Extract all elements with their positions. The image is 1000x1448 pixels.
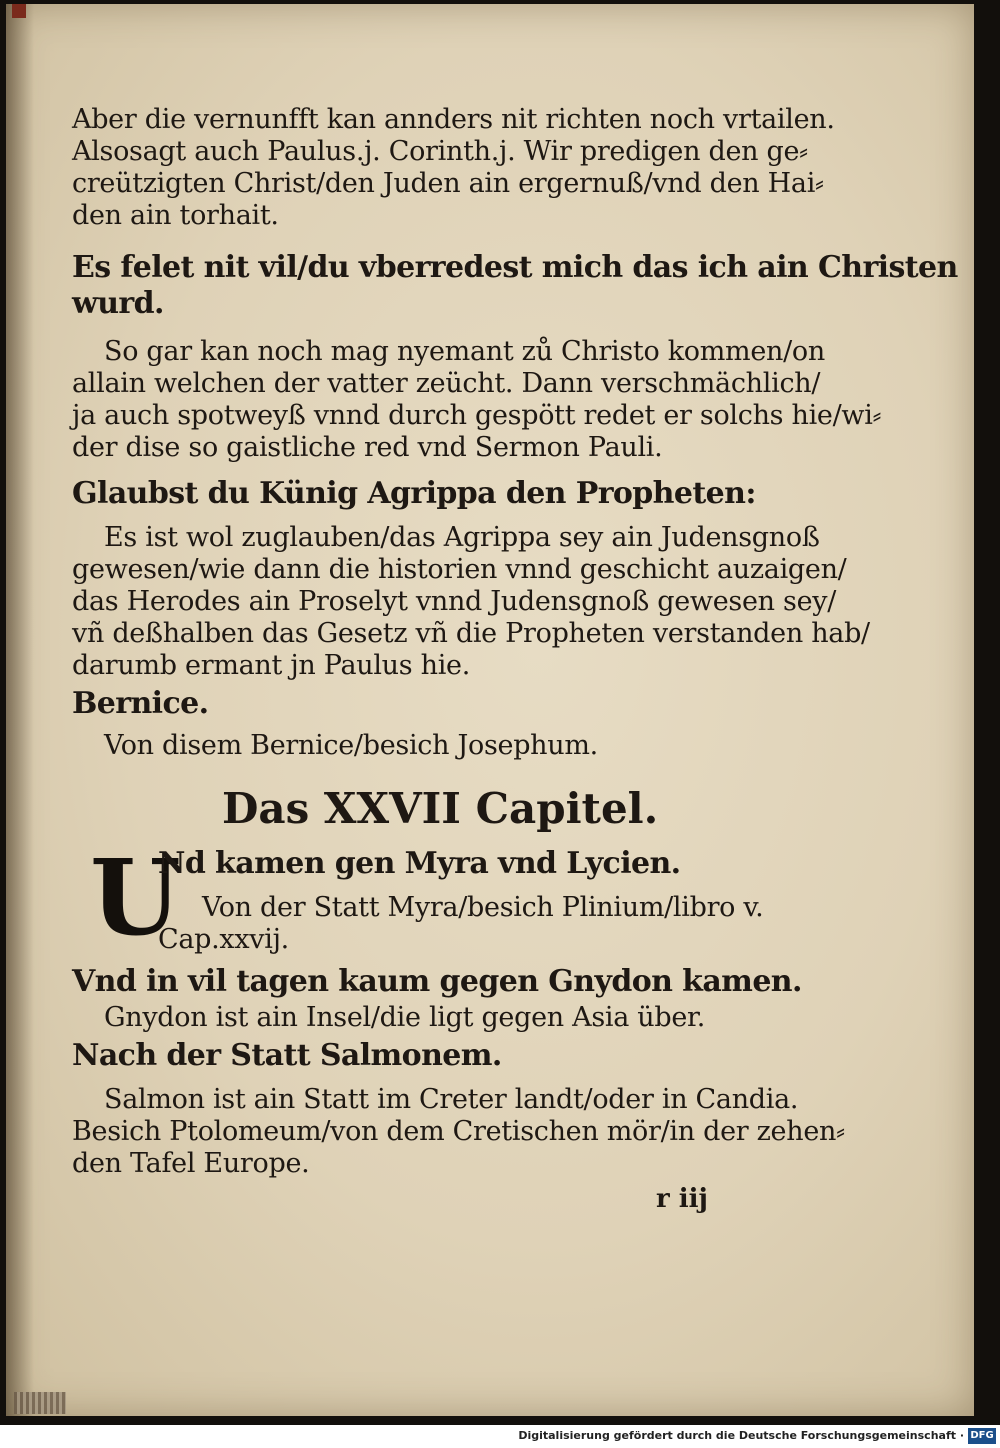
lemma-heading: Bernice. bbox=[72, 686, 209, 721]
text-line: darumb ermant jn Paulus hie. bbox=[72, 650, 470, 681]
text-line: Gnydon ist ain Insel/die ligt gegen Asia über. bbox=[104, 1002, 705, 1033]
book-page bbox=[6, 4, 974, 1416]
footer-bar bbox=[0, 1425, 1000, 1448]
lemma-heading: Glaubst du Künig Agrippa den Propheten: bbox=[72, 476, 756, 511]
text-line: Von disem Bernice/besich Josephum. bbox=[104, 730, 598, 761]
lemma-heading: Vnd in vil tagen kaum gegen Gnydon kamen. bbox=[72, 964, 802, 999]
folio-signature: r iij bbox=[656, 1184, 708, 1214]
lemma-heading: Nd kamen gen Myra vnd Lycien. bbox=[158, 846, 681, 881]
dfg-logo: DFG bbox=[968, 1428, 996, 1444]
text-line: creützigten Christ/den Juden ain ergernuß/vnd den Hai⸗ bbox=[72, 168, 824, 199]
decorated-initial: U bbox=[90, 836, 181, 959]
text-line: gewesen/wie dann die historien vnnd geschicht auzaigen/ bbox=[72, 554, 847, 585]
text-line: Es ist wol zuglauben/das Agrippa sey ain Judensgnoß bbox=[104, 522, 820, 553]
text-line: Alsosagt auch Paulus.j. Corinth.j. Wir predigen den ge⸗ bbox=[72, 136, 808, 167]
chapter-title: Das XXVII Capitel. bbox=[222, 784, 659, 833]
text-line: Aber die vernunfft kan annders nit richten noch vrtailen. bbox=[72, 104, 835, 135]
funding-credit: Digitalisierung gefördert durch die Deutsche Forschungsgemeinschaft · bbox=[518, 1429, 964, 1442]
text-line: der dise so gaistliche red vnd Sermon Pauli. bbox=[72, 432, 663, 463]
text-line: Besich Ptolomeum/von dem Cretischen mör/in der zehen⸗ bbox=[72, 1116, 845, 1147]
text-line: Cap.xxvij. bbox=[158, 924, 289, 955]
text-line: allain welchen der vatter zeücht. Dann verschmächlich/ bbox=[72, 368, 821, 399]
text-line: das Herodes ain Proselyt vnnd Judensgnoß gewesen sey/ bbox=[72, 586, 837, 617]
text-line: vñ deßhalben das Gesetz vñ die Propheten verstanden hab/ bbox=[72, 618, 870, 649]
text-line: ja auch spotweyß vnnd durch gespött redet er solchs hie/wi⸗ bbox=[72, 400, 882, 431]
text-line: den Tafel Europe. bbox=[72, 1148, 310, 1179]
color-marker bbox=[12, 4, 26, 18]
lemma-heading: Nach der Statt Salmonem. bbox=[72, 1038, 502, 1073]
lemma-heading: Es felet nit vil/du vberredest mich das ich ain Christen bbox=[72, 250, 958, 285]
page-gutter-shadow bbox=[6, 4, 34, 1416]
text-line: Von der Statt Myra/besich Plinium/libro v. bbox=[202, 892, 764, 923]
text-line: Salmon ist ain Statt im Creter landt/oder in Candia. bbox=[104, 1084, 799, 1115]
text-line: So gar kan noch mag nyemant zů Christo kommen/on bbox=[104, 336, 825, 367]
color-strip bbox=[14, 1392, 66, 1414]
text-line: den ain torhait. bbox=[72, 200, 279, 231]
lemma-heading: wurd. bbox=[72, 286, 164, 321]
